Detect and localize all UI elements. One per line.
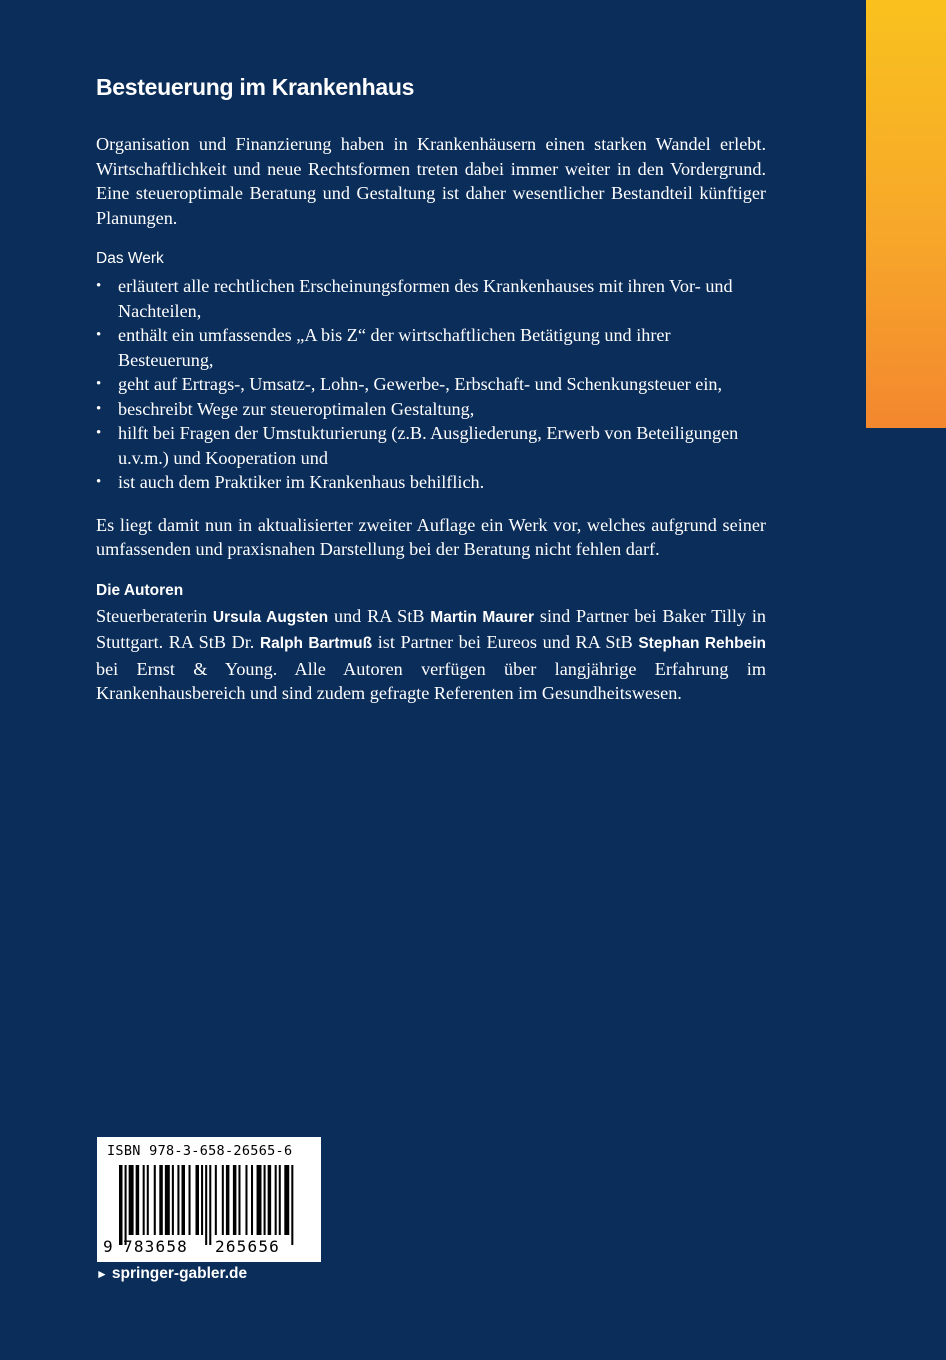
barcode-bar	[251, 1165, 253, 1235]
barcode-bar	[201, 1165, 203, 1235]
isbn-label: ISBN 978-3-658-26565-6	[107, 1143, 293, 1159]
closing-paragraph: Es liegt damit nun in aktualisierter zweiter Auflage ein Werk vor, welches aufgrund seiner umfassenden und praxisnahen Darstellung bei der Beratung nicht fehlen darf.	[96, 514, 766, 559]
barcode-bar	[268, 1165, 272, 1235]
barcode-bar	[129, 1165, 134, 1235]
barcode-bar	[165, 1165, 170, 1235]
barcode-bar	[279, 1165, 281, 1235]
barcode-bar	[196, 1165, 200, 1235]
accent-strip	[866, 0, 946, 428]
authors-heading: Die Autoren	[96, 581, 184, 599]
author-name: Ursula Augsten	[212, 608, 329, 626]
author-name: Martin Maurer	[430, 608, 535, 626]
publisher-link[interactable]	[96, 1265, 247, 1283]
list-item: • erläutert alle rechtlichen Erscheinungsformen des Krankenhauses mit ihren Vor- und Nachteilen,	[96, 274, 766, 323]
barcode-bar	[291, 1165, 293, 1245]
list-item: • enthält ein umfassendes „A bis Z“ der wirtschaftlichen Betätigung und ihrer Besteuerung,	[96, 323, 766, 372]
barcode-bar	[119, 1165, 123, 1245]
ean-right-digits: 265656	[215, 1237, 280, 1256]
barcode-bar	[125, 1165, 127, 1245]
list-item: • geht auf Ertrags-, Umsatz-, Lohn-, Gewerbe-, Erbschaft- und Schenkungsteuer ein,	[96, 372, 766, 397]
barcode-bar	[177, 1165, 179, 1235]
authors-text: und RA StB	[328, 605, 431, 626]
authors-paragraph	[96, 604, 766, 706]
barcode-bar	[182, 1165, 186, 1235]
barcode-bar	[275, 1165, 277, 1235]
list-item: • beschreibt Wege zur steueroptimalen Gestaltung,	[96, 397, 766, 422]
author-name: Ralph Bartmuß	[259, 635, 373, 652]
barcode-bar	[159, 1165, 163, 1235]
barcode-bar	[136, 1165, 140, 1235]
list-item: • ist auch dem Praktiker im Krankenhaus behilflich.	[96, 470, 766, 495]
authors-text: bei Ernst & Young. Alle Autoren verfügen über langjährige Erfahrung im Krankenhausbereich und sind zudem gefragte Referenten im Gesundheitswesen.	[96, 658, 766, 703]
barcode-bar	[264, 1165, 266, 1235]
authors-text: sind Partner bei Baker Tilly in Stuttgart. RA StB Dr.	[96, 605, 766, 652]
barcode-bar	[205, 1165, 207, 1245]
barcode-bar	[284, 1165, 289, 1235]
isbn-barcode	[97, 1137, 321, 1262]
back-cover-text	[96, 70, 766, 706]
barcode-bar	[245, 1165, 247, 1235]
barcode-bar	[147, 1165, 149, 1235]
barcode-bar	[226, 1165, 230, 1235]
barcode-bar	[233, 1165, 237, 1235]
intro-paragraph: Organisation und Finanzierung haben in Krankenhäusern einen starken Wandel erlebt. Wirtschaftlichkeit und neue Rechtsformen treten dabei immer weiter in den Vordergrund. Eine steueroptimale Beratung und Gestaltung ist daher wesentlicher Bestandteil künftiger Planungen.	[96, 134, 766, 228]
ean-left-digits: 783658	[123, 1237, 188, 1256]
barcode-bar	[143, 1165, 145, 1235]
book-title: Besteuerung im Krankenhaus	[96, 74, 415, 100]
barcode-bar	[189, 1165, 191, 1235]
author-name: Stephan Rehbein	[638, 635, 766, 652]
barcode-bar	[154, 1165, 156, 1235]
werk-list	[96, 274, 766, 495]
barcode-bar	[172, 1165, 174, 1235]
barcode-bar	[209, 1165, 211, 1245]
ean-first-digit: 9	[103, 1237, 113, 1256]
authors-text: ist Partner bei Eureos und RA StB	[372, 632, 639, 652]
arrow-icon: ►	[96, 1267, 108, 1281]
authors-text: Steuerberaterin	[96, 605, 213, 626]
list-item: • hilft bei Fragen der Umstukturierung (z.B. Ausgliederung, Erwerb von Beteiligungen u.v.m.) und Kooperation und	[96, 421, 766, 470]
publisher-link-text: springer-gabler.de	[111, 1265, 248, 1282]
barcode-bar	[215, 1165, 217, 1235]
barcode-bar	[238, 1165, 240, 1235]
werk-heading: Das Werk	[96, 250, 164, 267]
barcode-bar	[257, 1165, 262, 1235]
barcode-bar	[222, 1165, 224, 1235]
